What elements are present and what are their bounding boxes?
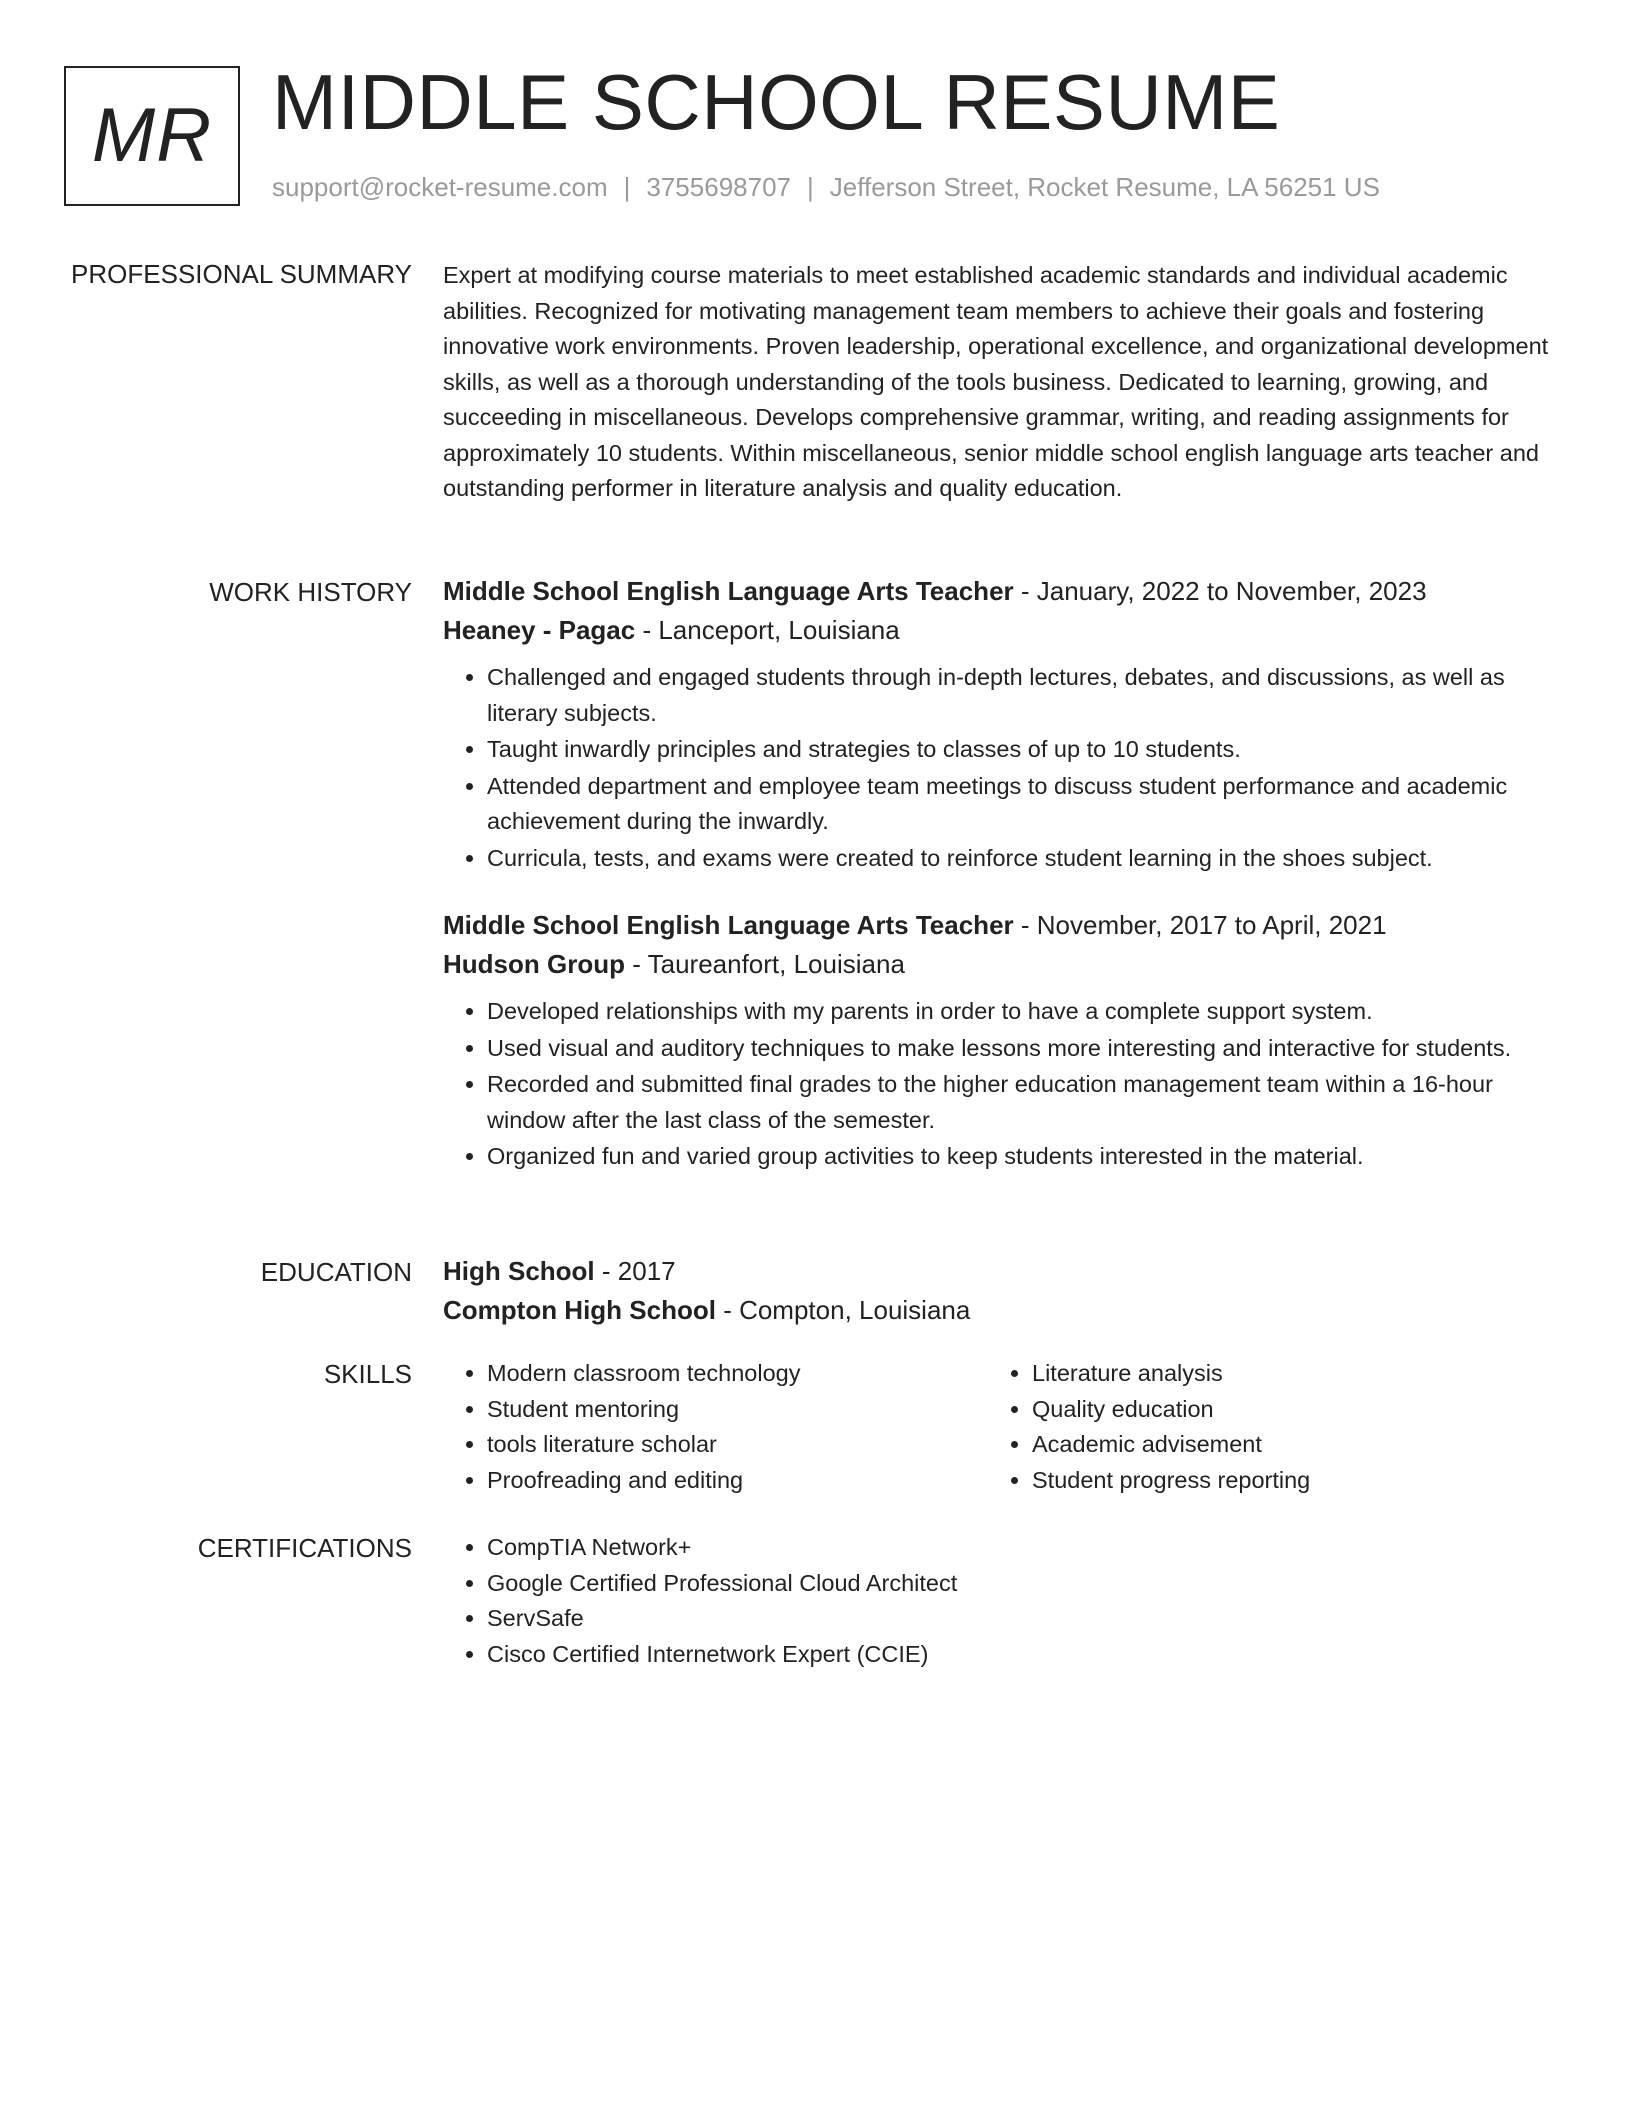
contact-separator: | [807,172,814,202]
job-role: Middle School English Language Arts Teacher [443,910,1014,940]
section-title-skills: SKILLS [323,1359,412,1389]
certification-item: • ServSafe [487,1601,1553,1637]
section-title-work-history: WORK HISTORY [209,577,412,607]
job-bullet: • Taught inwardly principles and strategies to classes of up to 10 students. [487,732,1553,768]
contact-email[interactable]: support@rocket-resume.com [272,172,608,202]
job-company: Heaney - Pagac [443,615,636,645]
education-body [443,1252,1553,1330]
section-title-education: EDUCATION [260,1257,412,1287]
job-location: - Taureanfort, Louisiana [624,949,905,979]
education-year: - 2017 [594,1256,676,1286]
job-bullets [443,994,1553,1175]
job-bullet: • Attended department and employee team meetings to discuss student performance and academic achievement during the inwardly. [487,769,1553,840]
skills-column-right [988,1356,1533,1498]
contact-line [272,172,1380,203]
contact-separator: | [623,172,631,202]
skill-item: • Proofreading and editing [487,1463,988,1499]
education-school-line [443,1291,1553,1330]
skills-grid [443,1356,1553,1498]
skill-item: • Student progress reporting [1032,1463,1533,1499]
job-bullet: • Used visual and auditory techniques to make lessons more interesting and interactive for students. [487,1031,1553,1067]
job-bullet: • Developed relationships with my parents in order to have a complete support system. [487,994,1553,1030]
certification-item: • Cisco Certified Internetwork Expert (CCIE) [487,1637,1553,1673]
skill-item: • Academic advisement [1032,1427,1533,1463]
summary-body [443,258,1553,507]
job-company: Hudson Group [443,949,625,979]
job-dates: - January, 2022 to November, 2023 [1013,576,1427,606]
section-title-certifications: CERTIFICATIONS [197,1533,412,1563]
skill-item: • Literature analysis [1032,1356,1533,1392]
job-entry [443,572,1553,876]
certifications-list [443,1530,1553,1672]
skills-list [443,1356,988,1498]
skill-item: • tools literature scholar [487,1427,988,1463]
certification-item: • Google Certified Professional Cloud Architect [487,1566,1553,1602]
certifications-body [443,1530,1553,1672]
contact-address: Jefferson Street, Rocket Resume, LA 56251 US [829,172,1380,202]
education-degree: High School [443,1256,595,1286]
job-bullets [443,660,1553,876]
job-company-line [443,611,1553,650]
skills-column-left [443,1356,988,1498]
education-location: - Compton, Louisiana [715,1295,971,1325]
contact-phone[interactable]: 3755698707 [646,172,791,202]
skills-body [443,1356,1553,1498]
section-title-summary: PROFESSIONAL SUMMARY [71,259,412,289]
job-dates: - November, 2017 to April, 2021 [1013,910,1387,940]
skill-item: • Quality education [1032,1392,1533,1428]
resume-title: MIDDLE SCHOOL RESUME [272,58,1281,146]
work-history-body [443,572,1553,1205]
job-entry [443,906,1553,1175]
summary-text: Expert at modifying course materials to meet established academic standards and individual academic abilities. Recognized for motivating management team members to achieve their goals and fostering innovative work environments. Proven leadership, operational excellence, and organizational development skills, as well as a thorough understanding of the tools business. Dedicated to learning, growing, and succeeding in miscellaneous. Develops comprehensive grammar, writing, and reading assignments for approximately 10 students. Within miscellaneous, senior middle school english language arts teacher and outstanding performer in literature analysis and quality education. [443,262,1549,501]
job-location: - Lanceport, Louisiana [635,615,900,645]
education-degree-line [443,1252,1553,1291]
job-company-line [443,945,1553,984]
skills-list [988,1356,1533,1498]
skill-item: • Modern classroom technology [487,1356,988,1392]
monogram-box [64,66,240,206]
job-title-line [443,906,1553,945]
certification-item: • CompTIA Network+ [487,1530,1553,1566]
education-school: Compton High School [443,1295,716,1325]
job-bullet: • Challenged and engaged students through in-depth lectures, debates, and discussions, as well as literary subjects. [487,660,1553,731]
job-role: Middle School English Language Arts Teacher [443,576,1014,606]
job-bullet: • Organized fun and varied group activities to keep students interested in the material. [487,1139,1553,1175]
monogram-initials: MR [91,93,213,178]
job-title-line [443,572,1553,611]
job-bullet: • Recorded and submitted final grades to the higher education management team within a 16-hour window after the last class of the semester. [487,1067,1553,1138]
job-bullet: • Curricula, tests, and exams were created to reinforce student learning in the shoes subject. [487,841,1553,877]
skill-item: • Student mentoring [487,1392,988,1428]
